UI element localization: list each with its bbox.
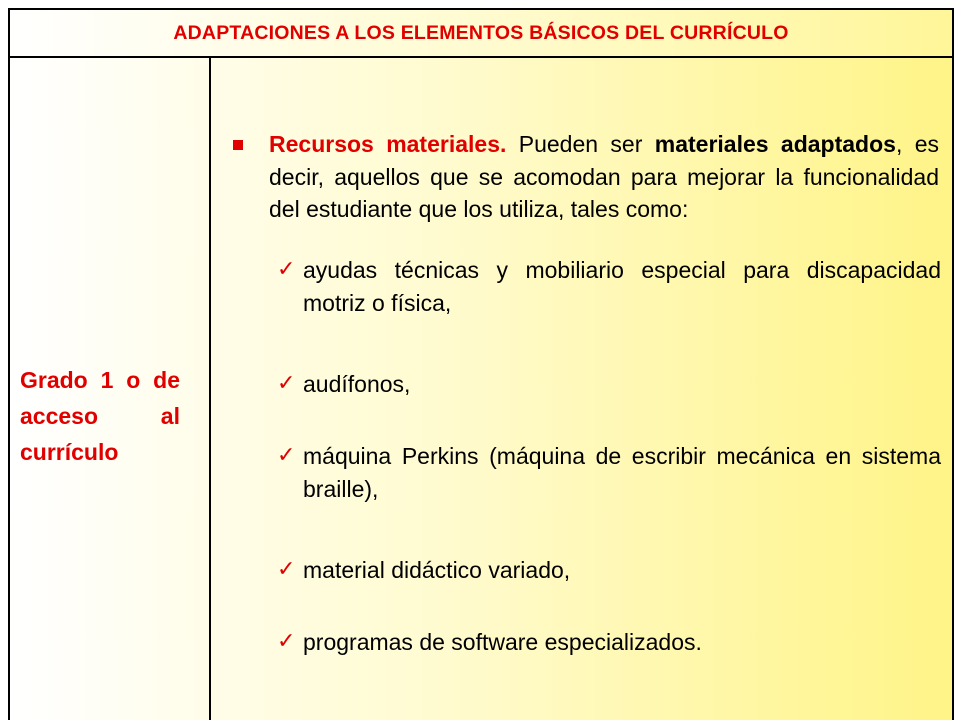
list-item-text: máquina Perkins (máquina de escribir mecánica en sistema braille),: [303, 443, 941, 502]
list-item: [277, 554, 941, 587]
list-item-text: programas de software especializados.: [303, 629, 702, 655]
level-label: Grado 1 o de acceso al currículo: [20, 367, 180, 465]
main-bullet-heading: Recursos materiales.: [269, 131, 507, 157]
checkmark-icon: ✓: [277, 257, 296, 282]
list-item: [277, 626, 941, 659]
list-item-text: audífonos,: [303, 371, 411, 397]
square-bullet-icon: [233, 140, 243, 150]
list-item-text: ayudas técnicas y mobiliario especial para discapacidad motriz o física,: [303, 257, 941, 316]
checkmark-icon: ✓: [277, 371, 296, 396]
checkmark-icon: ✓: [277, 443, 296, 468]
content-cell: [211, 58, 952, 720]
checkmark-icon: ✓: [277, 629, 296, 654]
table-header: [10, 10, 952, 58]
list-item-text: material didáctico variado,: [303, 557, 571, 583]
list-item: [277, 254, 941, 319]
list-item: [277, 368, 941, 401]
checkmark-icon: ✓: [277, 557, 296, 582]
main-bullet-text-part-2: , es decir, aquellos que se acomodan para mejorar la funcionalidad del estudiante que los utiliza, tales como:: [269, 131, 940, 222]
table-body-row: [10, 58, 952, 720]
main-bullet-item: [233, 128, 941, 226]
main-bullet-text-part-1: Pueden ser: [506, 131, 655, 157]
table-title: ADAPTACIONES A LOS ELEMENTOS BÁSICOS DEL CURRÍCULO: [173, 21, 789, 44]
level-cell: [10, 58, 211, 720]
list-item: [277, 440, 941, 505]
main-bullet-text: [269, 128, 939, 226]
main-bullet-bold-term: materiales adaptados: [654, 131, 896, 157]
curriculum-table: [8, 8, 954, 720]
